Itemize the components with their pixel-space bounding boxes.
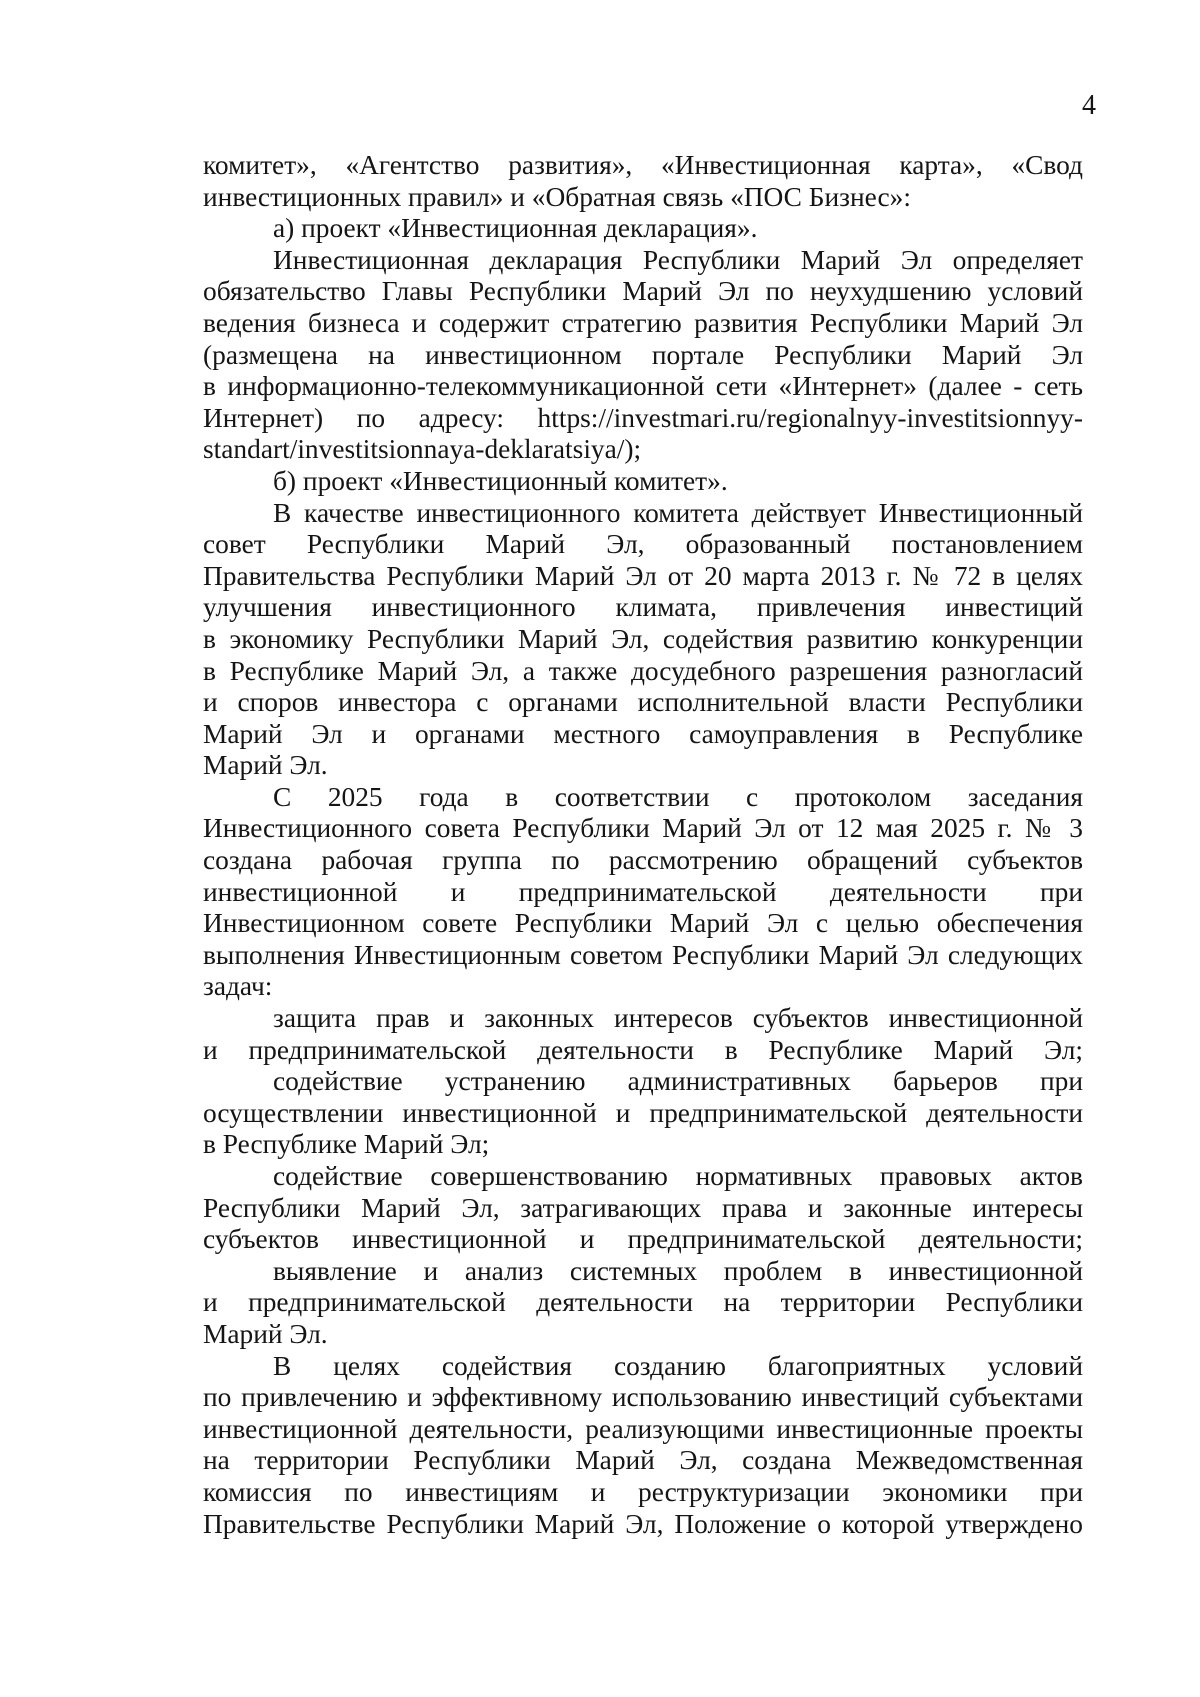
text-line: Интернет) по адресу: https://investmari.ru/regionalnyy-investitsionnyy- — [203, 402, 1083, 433]
text-line: Марий Эл. — [203, 1318, 328, 1349]
text-line: и предпринимательской деятельности в Республике Марий Эл; — [203, 1034, 1083, 1065]
text-line: обязательство Главы Республики Марий Эл по неухудшению условий — [203, 276, 1083, 307]
text-line: а) проект «Инвестиционная декларация». — [273, 213, 758, 244]
paragraph — [203, 782, 1083, 1003]
text-line: С 2025 года в соответствии с протоколом заседания — [273, 781, 1083, 812]
paragraph — [203, 1351, 1083, 1541]
paragraph — [203, 150, 1083, 213]
text-line: содействие устранению административных барьеров при — [273, 1066, 1083, 1097]
text-line: задач: — [203, 971, 273, 1002]
paragraph — [203, 1161, 1083, 1256]
text-line: в информационно-телекоммуникационной сети «Интернет» (далее - сеть — [203, 371, 1083, 402]
text-line: В качестве инвестиционного комитета действует Инвестиционный — [273, 497, 1083, 528]
text-line: Республики Марий Эл, затрагивающих права и законные интересы — [203, 1192, 1083, 1223]
text-line: Правительства Республики Марий Эл от 20 марта 2013 г. № 72 в целях — [203, 560, 1083, 591]
text-line: создана рабочая группа по рассмотрению обращений субъектов — [203, 845, 1083, 876]
text-line: В целях содействия созданию благоприятных условий — [273, 1350, 1083, 1381]
paragraph — [203, 498, 1083, 782]
text-line: и споров инвестора с органами исполнительной власти Республики — [203, 687, 1083, 718]
paragraph — [203, 1003, 1083, 1066]
paragraph — [203, 466, 1083, 498]
text-line: б) проект «Инвестиционный комитет». — [273, 465, 728, 496]
text-line: по привлечению и эффективному использованию инвестиций субъектами — [203, 1382, 1083, 1413]
text-line: Инвестиционном совете Республики Марий Эл с целью обеспечения — [203, 908, 1083, 939]
text-line: в Республике Марий Эл; — [203, 1129, 490, 1160]
document-body — [203, 150, 1083, 1540]
paragraph — [203, 213, 1083, 245]
text-line: выполнения Инвестиционным советом Республики Марий Эл следующих — [203, 939, 1083, 970]
text-line: инвестиционных правил» и «Обратная связь «ПОС Бизнес»: — [203, 181, 911, 212]
text-line: Правительстве Республики Марий Эл, Положение о которой утверждено — [203, 1508, 1083, 1539]
text-line: и предпринимательской деятельности на территории Республики — [203, 1287, 1083, 1318]
text-line: на территории Республики Марий Эл, создана Межведомственная — [203, 1445, 1083, 1476]
text-line: Инвестиционного совета Республики Марий Эл от 12 мая 2025 г. № 3 — [203, 813, 1083, 844]
text-line: standart/investitsionnaya-deklaratsiya/); — [203, 434, 642, 465]
text-line: в Республике Марий Эл, а также досудебного разрешения разногласий — [203, 655, 1083, 686]
text-line: осуществлении инвестиционной и предпринимательской деятельности — [203, 1097, 1083, 1128]
text-line: улучшения инвестиционного климата, привлечения инвестиций — [203, 592, 1083, 623]
text-line: субъектов инвестиционной и предпринимательской деятельности; — [203, 1224, 1083, 1255]
text-line: комитет», «Агентство развития», «Инвестиционная карта», «Свод — [203, 150, 1083, 180]
text-line: ведения бизнеса и содержит стратегию развития Республики Марий Эл — [203, 307, 1083, 338]
paragraph — [203, 245, 1083, 466]
paragraph — [203, 1066, 1083, 1161]
text-line: Марий Эл и органами местного самоуправления в Республике — [203, 718, 1083, 749]
paragraph — [203, 1256, 1083, 1351]
page-number: 4 — [1082, 90, 1096, 121]
text-line: защита прав и законных интересов субъектов инвестиционной — [273, 1003, 1083, 1034]
text-line: Инвестиционная декларация Республики Марий Эл определяет — [273, 244, 1083, 275]
text-line: выявление и анализ системных проблем в инвестиционной — [273, 1255, 1083, 1286]
text-line: инвестиционной и предпринимательской деятельности при — [203, 876, 1083, 907]
text-line: совет Республики Марий Эл, образованный постановлением — [203, 529, 1083, 560]
text-line: (размещена на инвестиционном портале Республики Марий Эл — [203, 339, 1083, 370]
text-line: инвестиционной деятельности, реализующими инвестиционные проекты — [203, 1413, 1083, 1444]
text-line: содействие совершенствованию нормативных правовых актов — [273, 1161, 1083, 1191]
text-line: Марий Эл. — [203, 750, 328, 781]
text-line: в экономику Республики Марий Эл, содействия развитию конкуренции — [203, 623, 1083, 654]
text-line: комиссия по инвестициям и реструктуризации экономики при — [203, 1476, 1083, 1507]
